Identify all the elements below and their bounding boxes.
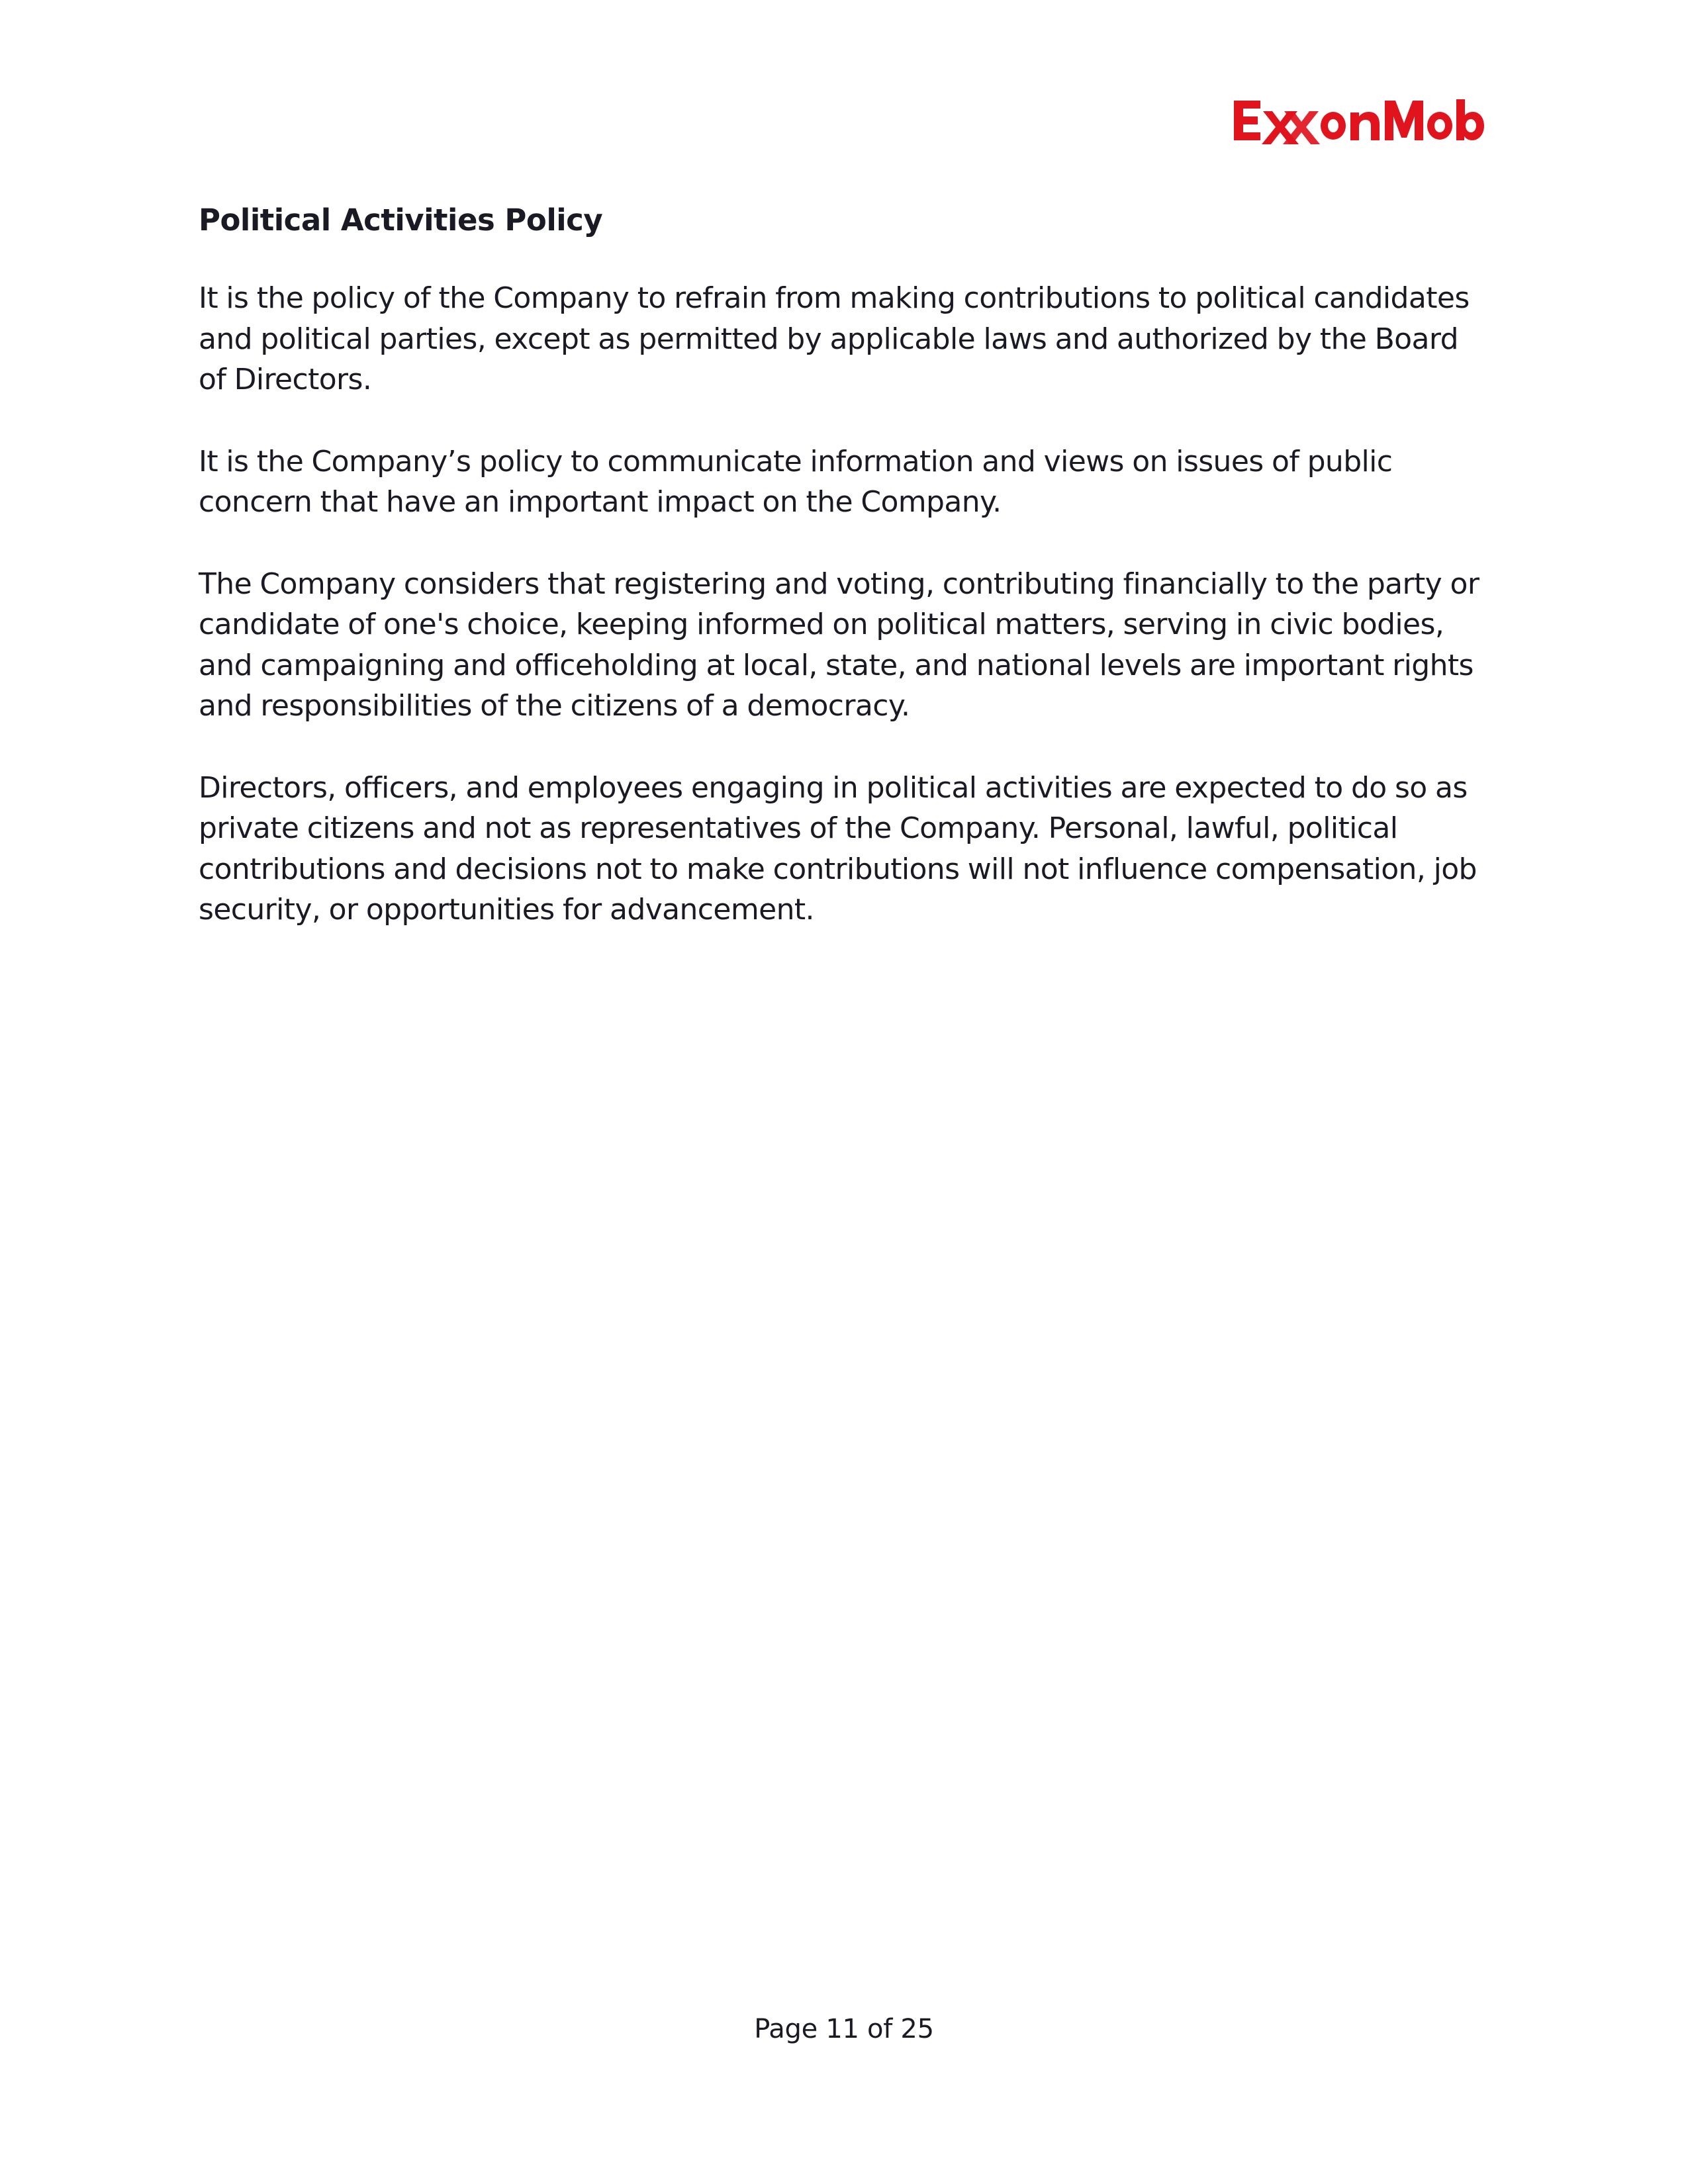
document-body — [199, 197, 1489, 972]
page-number: Page 11 of 25 — [754, 2014, 934, 2044]
policy-title: Political Activities Policy — [199, 203, 603, 238]
paragraph-contributions: It is the policy of the Company to refrain from making contributions to political candidates and political parties, except as permitted by applicable laws and authorized by the Board of Directors. — [199, 281, 1470, 396]
paragraph-employee-activities: Directors, officers, and employees engaging in political activities are expected to do so as private citizens and not as representatives of the Company. Personal, lawful, political contributions and decisions not to make contributions will not influence compensation, job security, or opportunities for advancement. — [199, 770, 1477, 927]
exxonmobil-logo — [1233, 91, 1491, 151]
paragraph-communication: It is the Company’s policy to communicate information and views on issues of public concern that have an important impact on the Company. — [199, 444, 1393, 519]
paragraph-citizen-rights: The Company considers that registering and voting, contributing financially to the party or candidate of one's choice, keeping informed on political matters, serving in civic bodies, and campaigning and officeholding at local, state, and national levels are important rights and responsibilities of the citizens of a democracy. — [199, 567, 1479, 723]
exxonmobil-logo-icon — [1233, 91, 1491, 151]
